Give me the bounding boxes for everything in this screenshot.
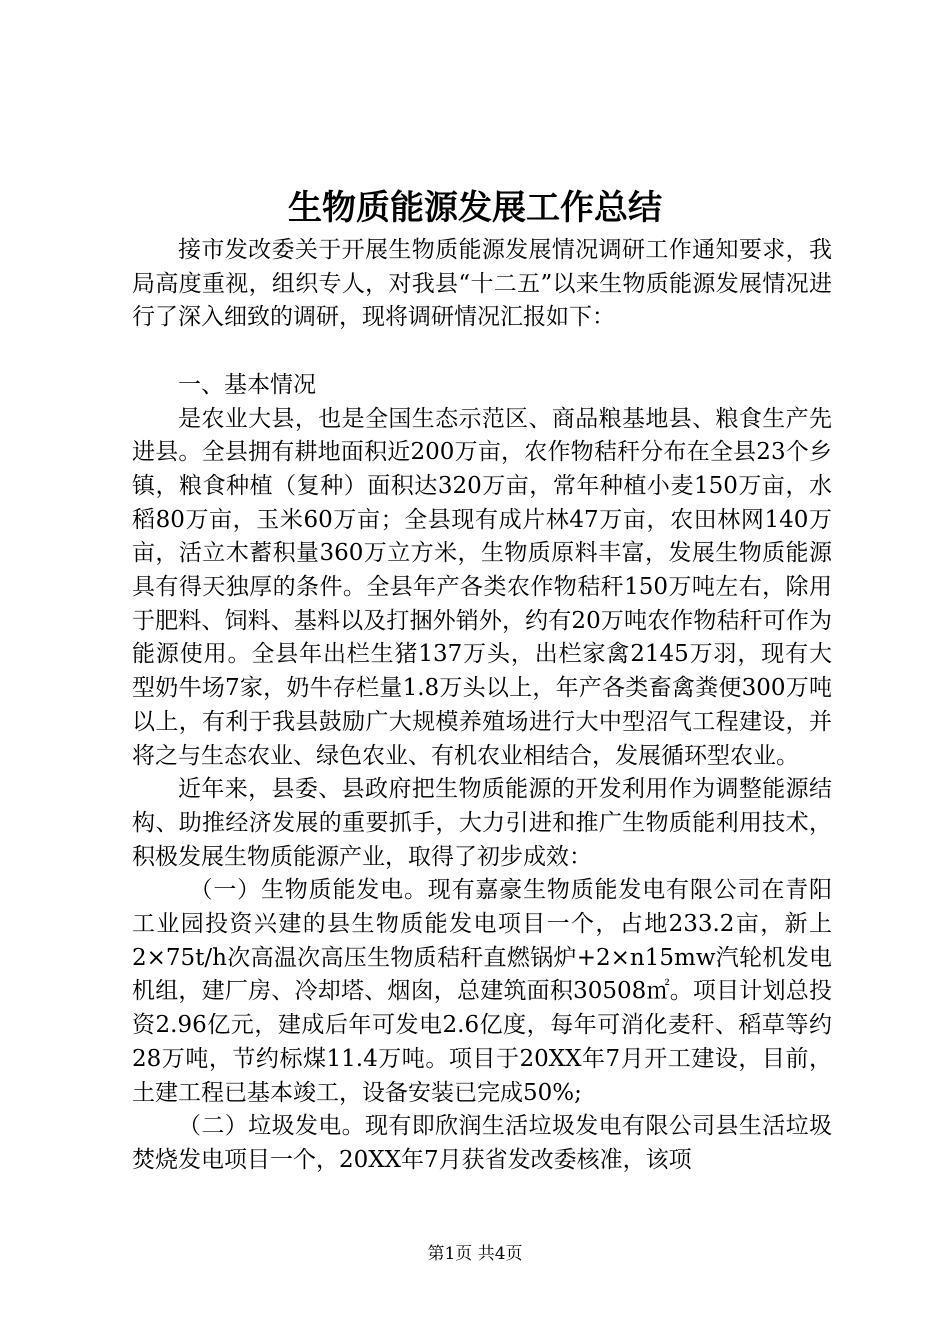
garbage-power-paragraph: （二）垃圾发电。现有即欣润生活垃圾发电有限公司县生活垃圾焚烧发电项目一个，20XX年7月获省发改委核准，该项 <box>132 1113 832 1173</box>
document-body <box>132 234 832 1178</box>
section-heading-basic: 一、基本情况 <box>178 371 316 398</box>
intro-paragraph: 接市发改委关于开展生物质能源发展情况调研工作通知要求，我局高度重视，组织专人，对我县“十二五”以来生物质能源发展情况进行了深入细致的调研，现将调研情况汇报如下： <box>132 237 832 331</box>
basic-situation-paragraph: 是农业大县，也是全国生态示范区、商品粮基地县、粮食生产先进县。全县拥有耕地面积近200万亩，农作物秸秆分布在全县23个乡镇，粮食种植（复种）面积达320万亩，常年种植小麦150万亩，水稻80万亩，玉米60万亩；全县现有成片林47万亩，农田林网140万亩，活立木蓄积量360万立方米，生物质原料丰富，发展生物质能源具有得天独厚的条件。全县年产各类农作物秸秆150万吨左右，除用于肥料、饲料、基料以及打捆外销外，约有20万吨农作物秸秆可作为能源使用。全县年出栏生猪137万头，出栏家禽2145万羽，现有大型奶牛场7家，奶牛存栏量1.8万头以上，年产各类畜禽粪便300万吨以上，有利于我县鼓励广大规模养殖场进行大中型沼气工程建设，并将之与生态农业、绿色农业、有机农业相结合，发展循环型农业。 <box>132 405 832 769</box>
page-footer: 第1页 共4页 <box>427 1244 523 1264</box>
paragraph-gap <box>132 335 832 369</box>
biomass-power-paragraph: （一）生物质能发电。现有嘉豪生物质能发电有限公司在青阳工业园投资兴建的县生物质能发电项目一个，占地233.2亩，新上2×75t/h次高温次高压生物质秸秆直燃锅炉+2×n15mw汽轮机发电机组，建厂房、冷却塔、烟囱，总建筑面积30508㎡。项目计划总投资2.96亿元，建成后年可发电2.6亿度，每年可消化麦秆、稻草等约28万吨，节约标煤11.4万吨。项目于20XX年7月开工建设，目前，土建工程已基本竣工，设备安装已完成50%; <box>132 877 832 1106</box>
recent-years-paragraph: 近年来，县委、县政府把生物质能源的开发利用作为调整能源结构、助推经济发展的重要抓手，大力引进和推广生物质能利用技术，积极发展生物质能源产业，取得了初步成效： <box>132 776 832 870</box>
document-title: 生物质能源发展工作总结 <box>288 188 662 228</box>
